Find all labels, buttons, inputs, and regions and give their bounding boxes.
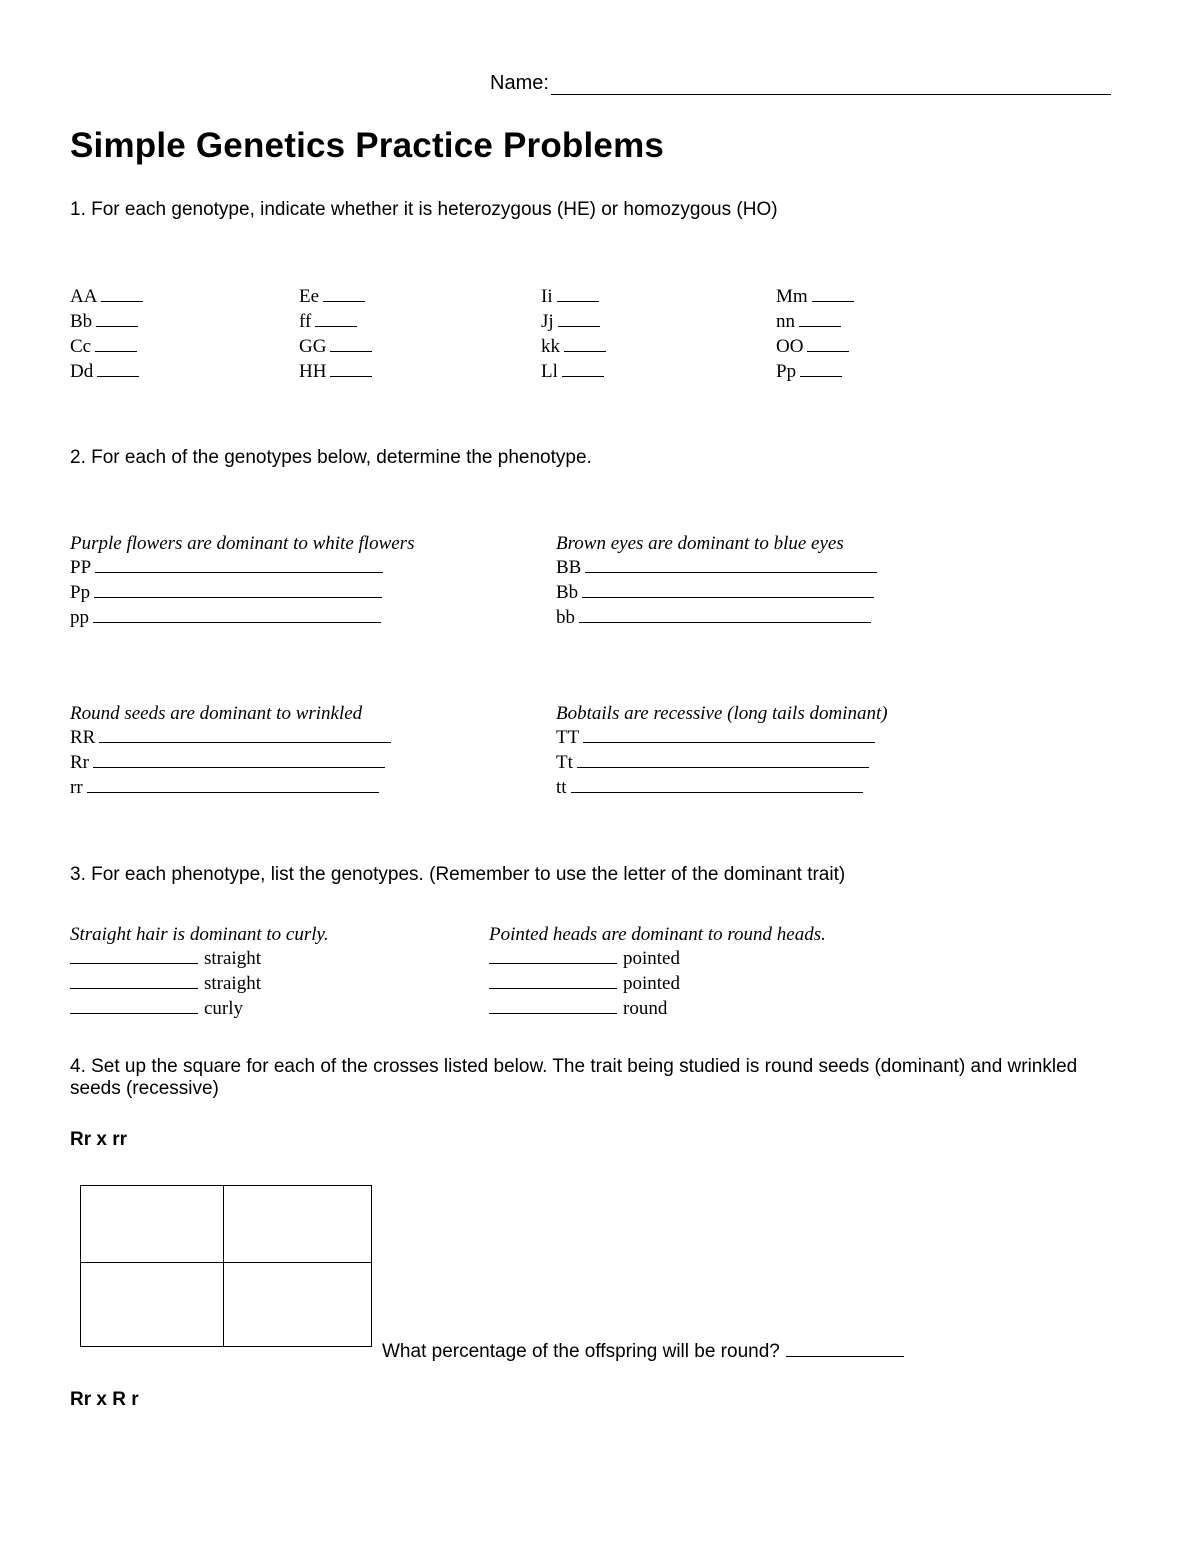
phenotype-row[interactable]: Pp (70, 580, 414, 605)
q2-group-eyes (556, 533, 877, 630)
phenotype-row[interactable]: rr (70, 775, 391, 800)
phenotype-row[interactable]: pp (70, 605, 414, 630)
q3-group-heads (489, 924, 826, 1021)
trait-caption: Pointed heads are dominant to round heads. (489, 924, 826, 945)
q1-column-4 (776, 284, 854, 384)
q4-prompt-line-1: 4. Set up the square for each of the crosses listed below. The trait being studied is round seeds (dominant) and wrinkled (70, 1056, 1078, 1077)
genotype-item[interactable]: ff (299, 309, 372, 334)
trait-caption: Bobtails are recessive (long tails dominant) (556, 703, 888, 724)
q2-prompt: 2. For each of the genotypes below, determine the phenotype. (70, 447, 592, 468)
phenotype-row[interactable]: Rr (70, 750, 391, 775)
genotype-item[interactable]: Ii (541, 284, 606, 309)
trait-caption: Purple flowers are dominant to white flowers (70, 533, 415, 554)
phenotype-row[interactable]: Bb (556, 580, 877, 605)
genotype-item[interactable]: OO (776, 334, 854, 359)
phenotype-row[interactable]: Tt (556, 750, 888, 775)
genotype-item[interactable]: AA (70, 284, 143, 309)
phenotype-row[interactable]: RR (70, 725, 391, 750)
trait-caption: Brown eyes are dominant to blue eyes (556, 533, 844, 554)
genotype-item[interactable]: Ll (541, 359, 606, 384)
genotype-item[interactable]: GG (299, 334, 372, 359)
q1-column-2 (299, 284, 372, 384)
cross-label-2: Rr x R r (70, 1389, 139, 1410)
q3-group-hair (70, 924, 329, 1021)
phenotype-row[interactable]: tt (556, 775, 888, 800)
phenotype-row[interactable]: PP (70, 555, 414, 580)
phenotype-row[interactable]: BB (556, 555, 877, 580)
percentage-question[interactable]: What percentage of the offspring will be round? (382, 1339, 904, 1363)
genotype-answer-row[interactable]: straight (70, 946, 329, 971)
genotype-item[interactable]: Cc (70, 334, 143, 359)
phenotype-row[interactable]: bb (556, 605, 877, 630)
genotype-item[interactable]: nn (776, 309, 854, 334)
genotype-item[interactable]: kk (541, 334, 606, 359)
genotype-answer-row[interactable]: straight (70, 971, 329, 996)
punnett-divider-vertical (223, 1186, 224, 1346)
cross-label-1: Rr x rr (70, 1129, 128, 1150)
page-title: Simple Genetics Practice Problems (70, 126, 665, 165)
q2-group-tails (556, 703, 888, 800)
punnett-divider-horizontal (81, 1262, 371, 1263)
genotype-item[interactable]: Jj (541, 309, 606, 334)
q2-group-seeds (70, 703, 391, 800)
q2-group-flowers (70, 533, 414, 630)
phenotype-row[interactable]: TT (556, 725, 888, 750)
genotype-answer-row[interactable]: curly (70, 996, 329, 1021)
genotype-item[interactable]: Pp (776, 359, 854, 384)
q3-prompt: 3. For each phenotype, list the genotypes. (Remember to use the letter of the dominant trait) (70, 864, 846, 885)
trait-caption: Straight hair is dominant to curly. (70, 924, 329, 945)
genotype-answer-row[interactable]: round (489, 996, 826, 1021)
genotype-item[interactable]: Ee (299, 284, 372, 309)
genotype-item[interactable]: Dd (70, 359, 143, 384)
genotype-item[interactable]: Mm (776, 284, 854, 309)
genotype-answer-row[interactable]: pointed (489, 971, 826, 996)
q4-prompt-line-2: seeds (recessive) (70, 1078, 219, 1099)
q1-prompt: 1. For each genotype, indicate whether it is heterozygous (HE) or homozygous (HO) (70, 199, 778, 220)
trait-caption: Round seeds are dominant to wrinkled (70, 703, 363, 724)
q1-column-3 (541, 284, 606, 384)
q1-column-1 (70, 284, 143, 384)
name-field[interactable] (490, 72, 1111, 95)
genotype-item[interactable]: Bb (70, 309, 143, 334)
punnett-square[interactable] (80, 1185, 372, 1347)
genotype-answer-row[interactable]: pointed (489, 946, 826, 971)
genotype-item[interactable]: HH (299, 359, 372, 384)
name-label: Name: (490, 72, 549, 94)
name-blank[interactable] (551, 72, 1111, 95)
